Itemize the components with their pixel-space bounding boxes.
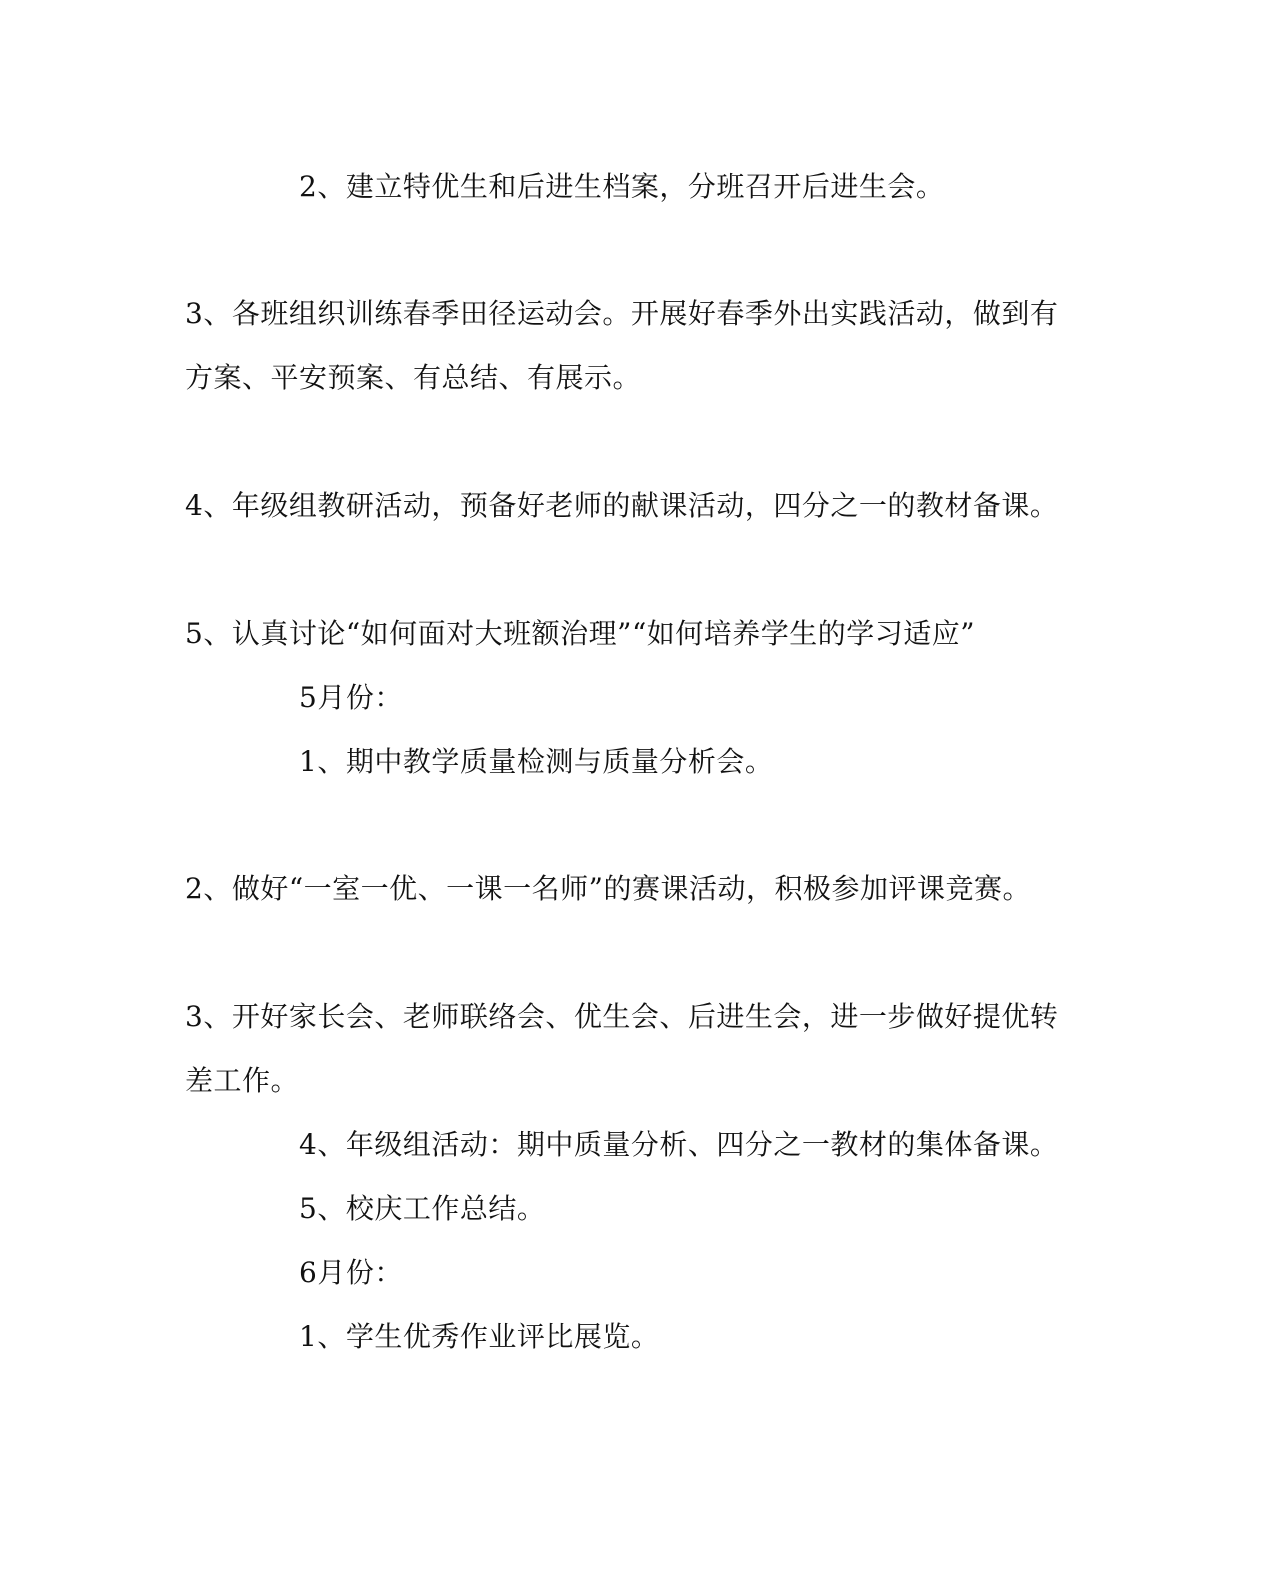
paragraph-line: 差工作。 xyxy=(185,1064,300,1097)
paragraph-line: 3、各班组织训练春季田径运动会。开展好春季外出实践活动，做到有 xyxy=(185,297,1059,330)
paragraph-line: 1、学生优秀作业评比展览。 xyxy=(299,1320,660,1353)
section-heading-may: 5月份： xyxy=(299,681,403,714)
paragraph-line: 2、做好“一室一优、一课一名师”的赛课活动，积极参加评课竞赛。 xyxy=(185,872,1031,905)
paragraph-line: 5、认真讨论“如何面对大班额治理”“如何培养学生的学习适应” xyxy=(185,617,976,650)
section-heading-june: 6月份： xyxy=(299,1256,403,1289)
paragraph-line: 5、校庆工作总结。 xyxy=(299,1192,546,1225)
paragraph-line: 3、开好家长会、老师联络会、优生会、后进生会，进一步做好提优转 xyxy=(185,1000,1059,1033)
paragraph-line: 4、年级组活动：期中质量分析、四分之一教材的集体备课。 xyxy=(299,1128,1059,1161)
paragraph-line: 2、建立特优生和后进生档案，分班召开后进生会。 xyxy=(299,170,945,203)
paragraph-line: 1、期中教学质量检测与质量分析会。 xyxy=(299,745,774,778)
paragraph-line: 4、年级组教研活动，预备好老师的献课活动，四分之一的教材备课。 xyxy=(185,489,1059,522)
paragraph-line: 方案、平安预案、有总结、有展示。 xyxy=(185,361,642,394)
